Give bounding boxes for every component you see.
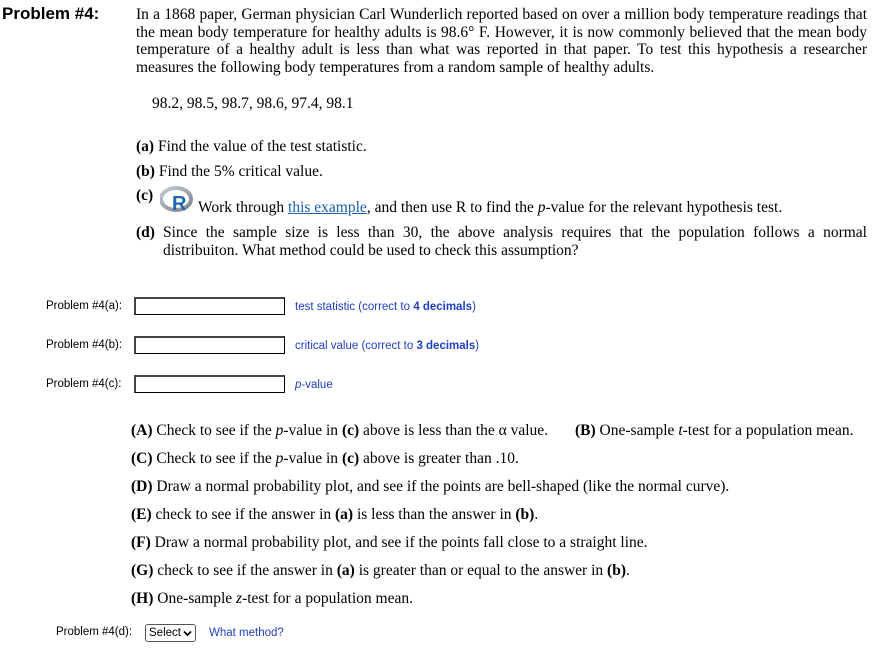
svg-text:R: R [172, 193, 187, 214]
part-a [136, 138, 367, 156]
part-d-label: (d) [136, 224, 155, 241]
method-select[interactable] [145, 624, 196, 642]
this-example-link[interactable]: this example [288, 199, 367, 216]
problem-intro: In a 1868 paper, German physician Carl Wunderlich reported based on over a million body temperature readings that the mean body temperature for healthy adults is 98.6° F. However, it is now commonly believed that the mean body temperature of a healthy adult is less than what was reported in that paper. To test this hypothesis a researcher measures the following body temperatures from a random sample of healthy adults. [136, 6, 867, 76]
answer-a-hint: test statistic (correct to 4 decimals) [295, 301, 476, 313]
option-c: (C) Check to see if the p-value in (c) above is greater than .10. [131, 450, 519, 467]
option-b: (B) One-sample t-test for a population mean. [575, 422, 854, 439]
answer-b-label: Problem #4(b): [46, 339, 123, 351]
option-f: (F) Draw a normal probability plot, and see if the points fall close to a straight line. [131, 534, 648, 551]
chevron-down-icon [183, 630, 192, 637]
answer-b-hint: critical value (correct to 3 decimals) [295, 340, 480, 352]
part-a-label: (a) [136, 138, 155, 155]
problem-title: Problem #4: [2, 4, 100, 23]
answer-a-input[interactable] [134, 297, 285, 315]
r-logo-icon [160, 186, 196, 214]
option-d: (D) Draw a normal probability plot, and see if the points are bell-shaped (like the normal curve). [131, 478, 730, 495]
option-h: (H) One-sample z-test for a population mean. [131, 590, 413, 607]
part-a-text: Find the value of the test statistic. [157, 138, 367, 155]
answer-d-hint: What method? [209, 627, 284, 639]
part-b [136, 163, 323, 181]
sample-data: 98.2, 98.5, 98.7, 98.6, 97.4, 98.1 [152, 95, 354, 112]
answer-c-label: Problem #4(c): [46, 378, 122, 390]
part-c-text: Work through this example, and then use R to find the p-value for the relevant hypothesis test. [198, 199, 783, 216]
option-a: (A) Check to see if the p-value in (c) above is less than the α value. [131, 422, 549, 439]
option-e: (E) check to see if the answer in (a) is less than the answer in (b). [131, 506, 539, 523]
answer-c-input[interactable] [134, 375, 285, 393]
answer-c-hint: p-value [295, 379, 333, 391]
part-c-label: (c) [136, 187, 154, 204]
part-b-label: (b) [136, 163, 155, 180]
part-b-text: Find the 5% critical value. [158, 163, 323, 180]
method-select-value: Select [149, 627, 181, 639]
answer-a-label: Problem #4(a): [46, 300, 123, 312]
answer-b-input[interactable] [134, 336, 285, 354]
option-g: (G) check to see if the answer in (a) is greater than or equal to the answer in (b). [131, 562, 630, 579]
part-d-text: Since the sample size is less than 30, the above analysis requires that the population follows a normal distribuiton. What method could be used to check this assumption? [163, 224, 867, 259]
answer-d-label: Problem #4(d): [56, 626, 133, 638]
